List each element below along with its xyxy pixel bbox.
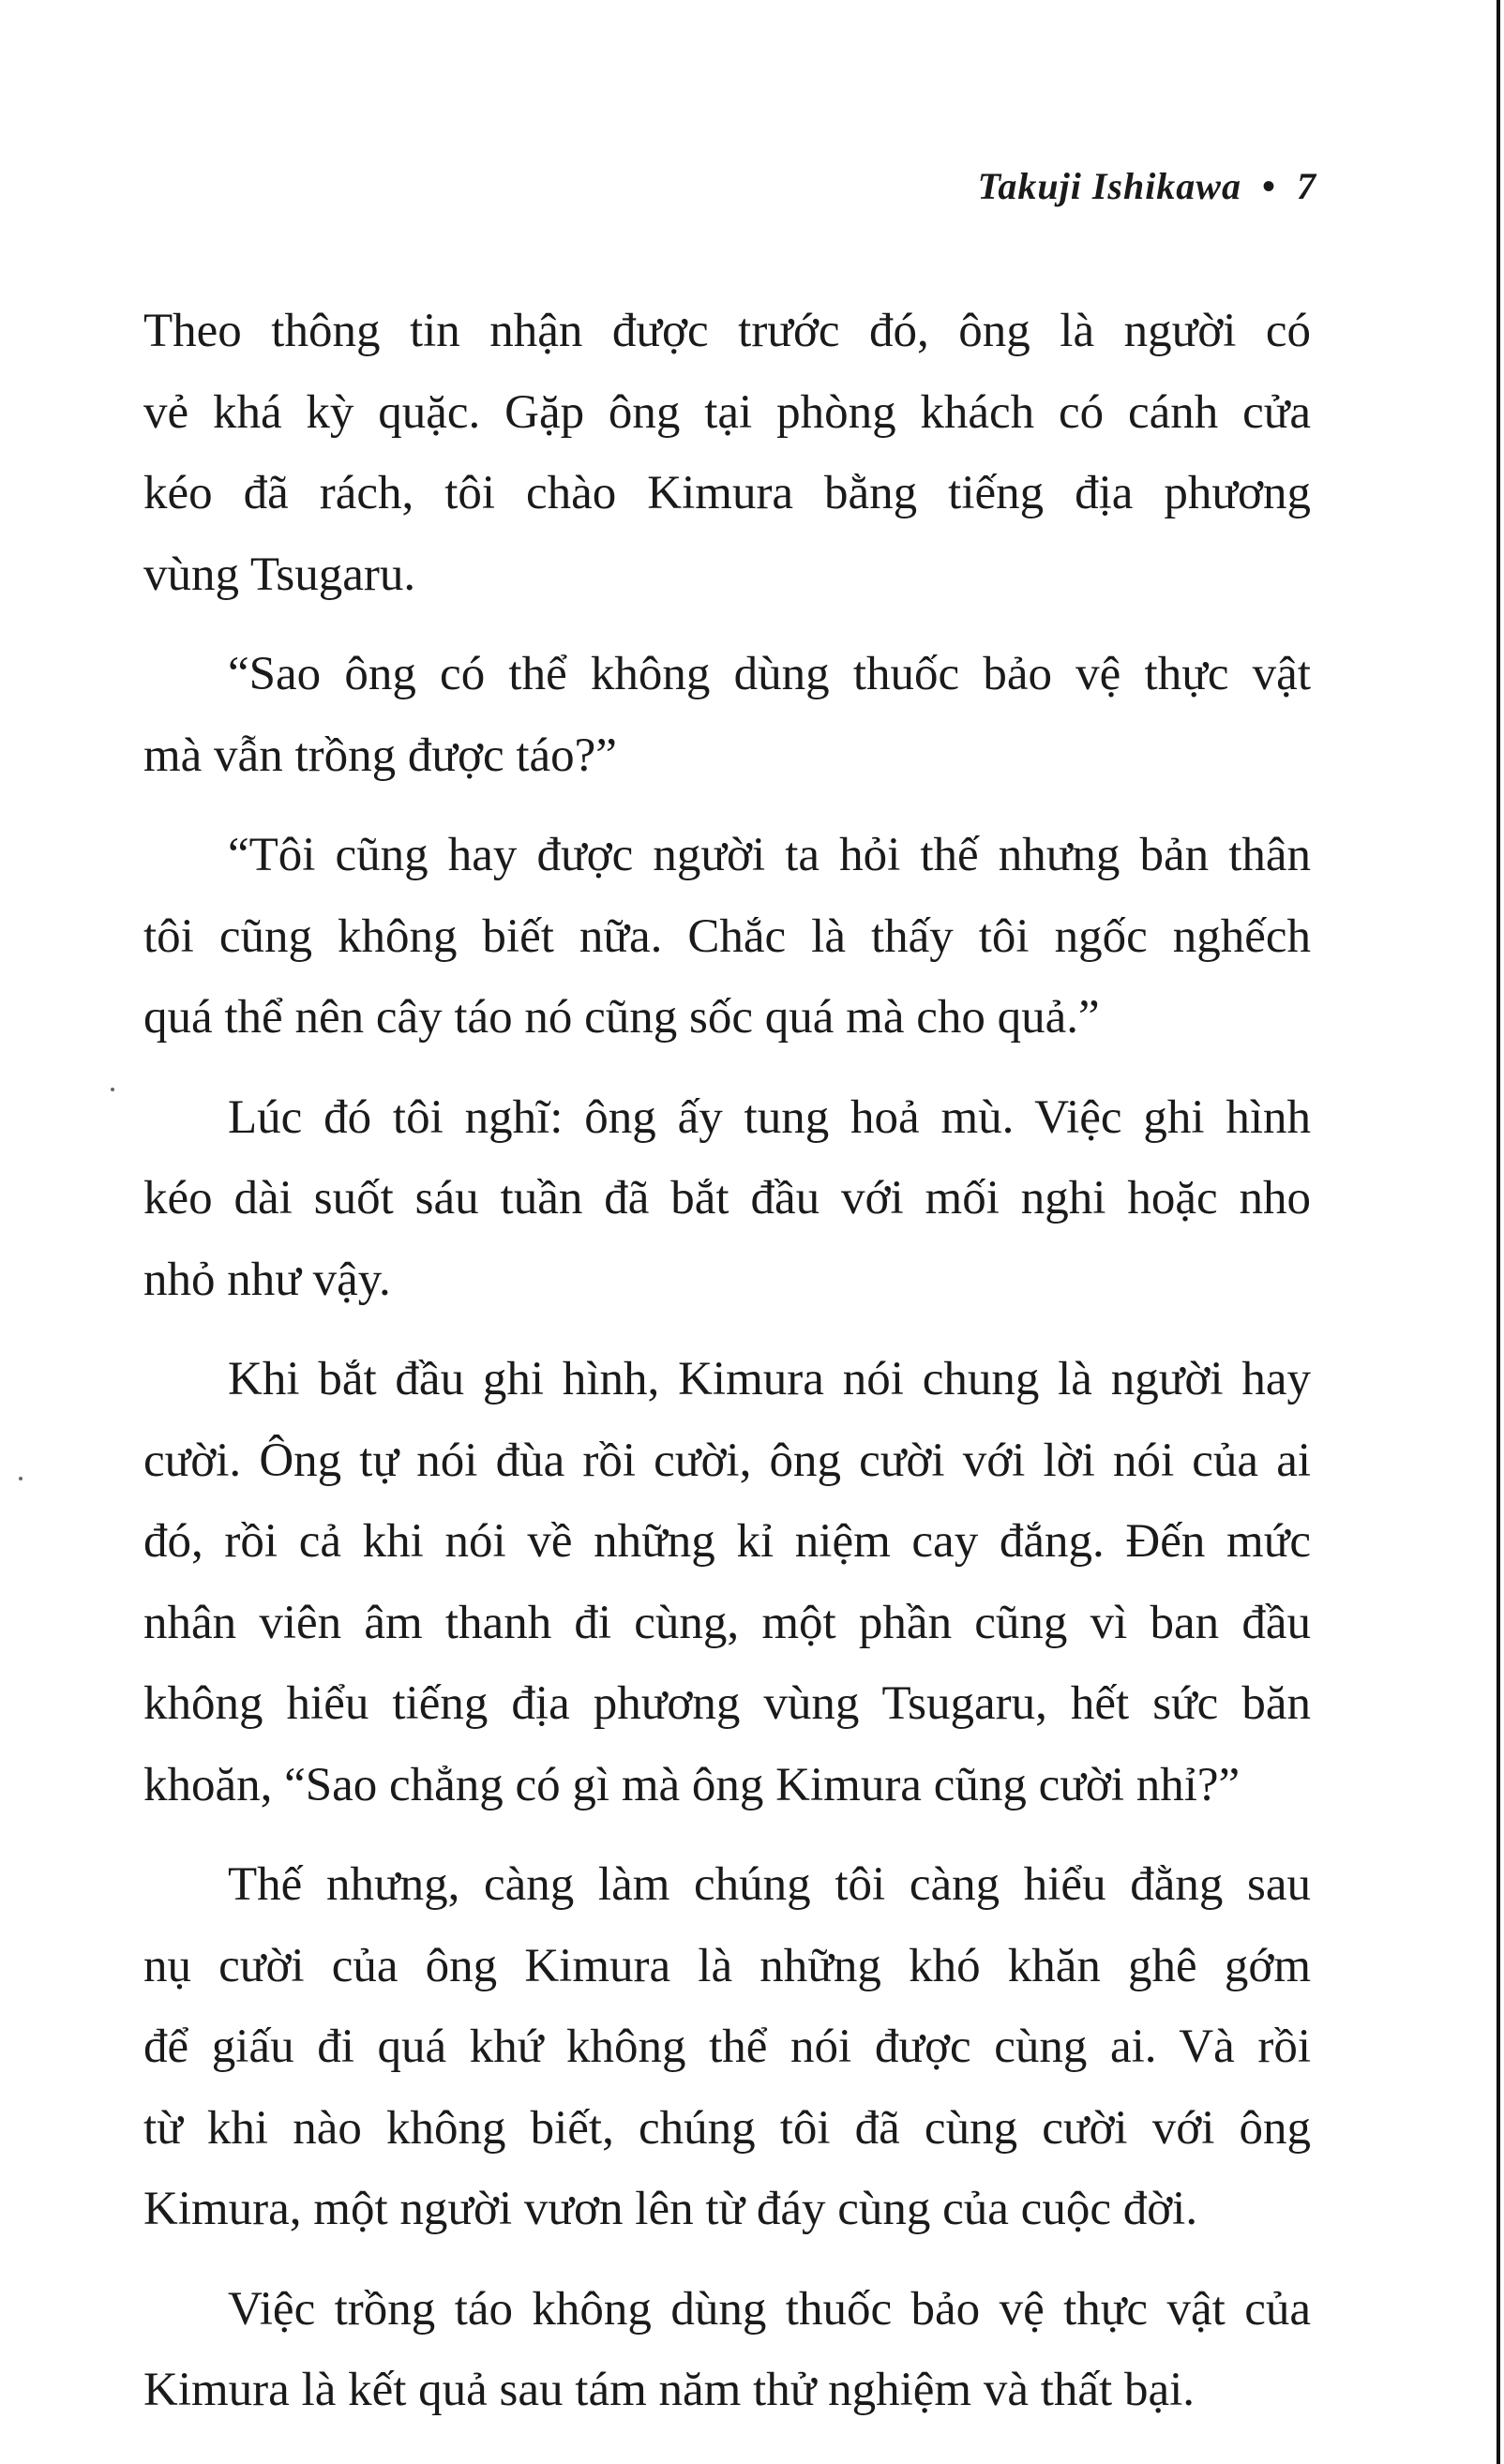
running-header [978,164,1316,208]
text-line: để giấu đi quá khứ không thể nói được cùng ai. Và rồi [143,2021,1311,2073]
text-line: Khi bắt đầu ghi hình, Kimura nói chung là người hay [228,1353,1311,1405]
text-line: quá thể nên cây táo nó cũng sốc quá mà cho quả.” [143,991,1100,1044]
paragraph [143,291,1311,615]
text-line: vùng Tsugaru. [143,548,416,601]
text-line: “Tôi cũng hay được người ta hỏi thế nhưng bản thân [228,829,1311,881]
text-line: đó, rồi cả khi nói về những kỉ niệm cay đắng. Đến mức [143,1515,1311,1568]
text-line: kéo dài suốt sáu tuần đã bắt đầu với mối nghi hoặc nho [143,1172,1311,1224]
scan-speck [19,1477,23,1480]
text-line: khoăn, “Sao chẳng có gì mà ông Kimura cũng cười nhỉ?” [143,1758,1241,1811]
text-line: từ khi nào không biết, chúng tôi đã cùng cười với ông [143,2101,1311,2155]
header-author: Takuji Ishikawa [977,165,1241,207]
body-text [143,291,1311,2450]
header-separator: • [1261,165,1276,207]
text-line: “Sao ông có thể không dùng thuốc bảo vệ thực vật [228,648,1311,700]
text-line: Kimura, một người vươn lên từ đáy cùng của cuộc đời. [143,2183,1198,2235]
text-line: Thế nhưng, càng làm chúng tôi càng hiểu đằng sau [228,1858,1311,1911]
text-line: kéo đã rách, tôi chào Kimura bằng tiếng địa phương [143,467,1311,519]
paragraph [143,1844,1311,2250]
text-line: Việc trồng táo không dùng thuốc bảo vệ thực vật của [228,2282,1311,2336]
text-line: Kimura là kết quả sau tám năm thử nghiệm và thất bại. [143,2364,1196,2416]
text-line: nụ cười của ông Kimura là những khó khăn ghê gớm [143,1939,1311,1992]
text-line: không hiểu tiếng địa phương vùng Tsugaru, hết sức băn [143,1677,1311,1730]
text-line: tôi cũng không biết nữa. Chắc là thấy tôi ngốc nghếch [143,909,1311,963]
page-number: 7 [1297,165,1316,207]
scan-speck [111,1088,114,1091]
paragraph [143,1339,1311,1825]
text-line: Theo thông tin nhận được trước đó, ông là người có [143,305,1311,357]
text-line: vẻ khá kỳ quặc. Gặp ông tại phòng khách có cánh cửa [143,385,1311,439]
text-line: nhân viên âm thanh đi cùng, một phần cũng vì ban đầu [143,1596,1311,1649]
page-edge-divider [1496,0,1500,2464]
paragraph [143,2269,1311,2431]
paragraph [143,1077,1311,1321]
text-line: cười. Ông tự nói đùa rồi cười, ông cười với lời nói của ai [143,1434,1311,1487]
text-line: nhỏ như vậy. [143,1253,391,1306]
text-line: mà vẫn trồng được táo?” [143,729,617,782]
text-line: Lúc đó tôi nghĩ: ông ấy tung hoả mù. Việc ghi hình [228,1090,1311,1144]
paragraph [143,815,1311,1059]
paragraph [143,634,1311,796]
